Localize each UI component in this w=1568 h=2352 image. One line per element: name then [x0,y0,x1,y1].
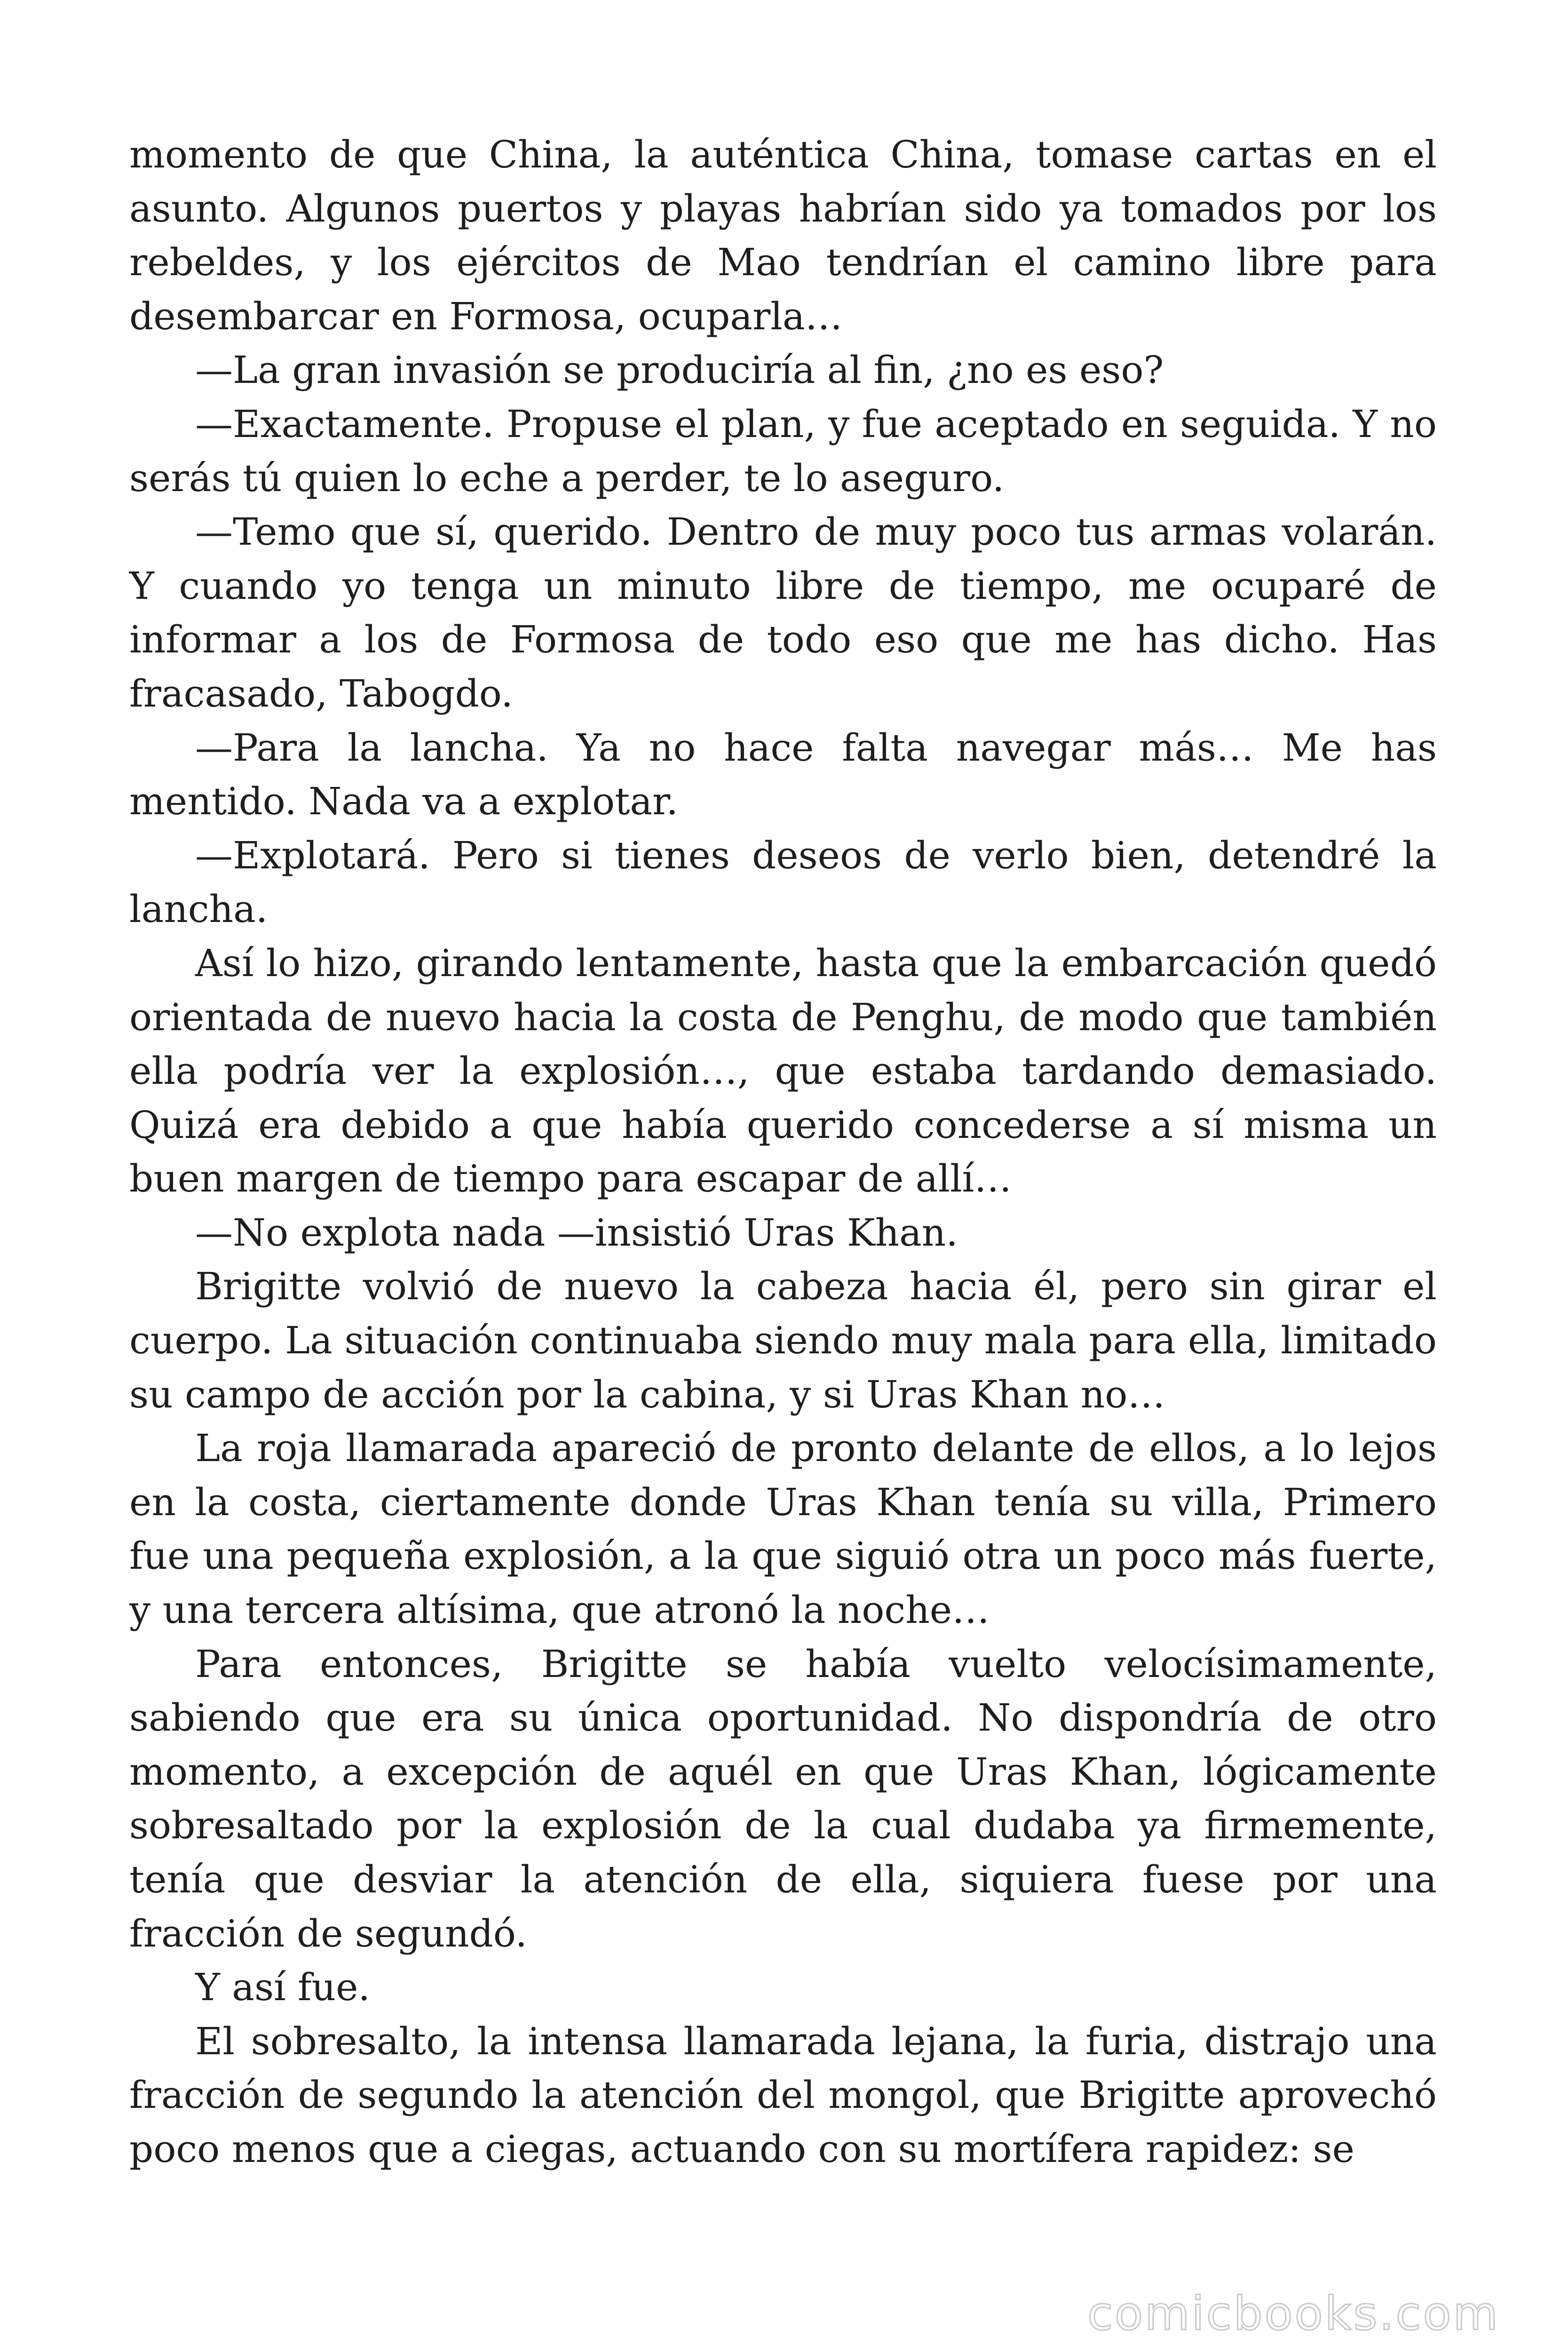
paragraph: Y así fue. [195,1965,370,2010]
paragraph: momento de que China, la auténtica China, tomase cartas en el asunto. Algunos puertos y playas habrían sido ya tomados por los rebeldes, y los ejércitos de Mao tendrían el camino libre para desembarcar en Formosa, ocuparla… [129,133,1437,338]
paragraph: —Temo que sí, querido. Dentro de muy poco tus armas volarán. Y cuando yo tenga un minuto libre de tiempo, me ocuparé de informar a los de Formosa de todo eso que me has dicho. Has fracasado, Tabogdo. [129,510,1437,715]
paragraph: El sobresalto, la intensa llamarada lejana, la furia, distrajo una fracción de segundo la atención del mongol, que Brigitte aprovechó poco menos que a ciegas, actuando con su mortífera rapidez: se [129,2019,1437,2171]
page-body [129,128,1437,2177]
paragraph: —No explota nada —insistió Uras Khan. [195,1210,958,1255]
paragraph: La roja llamarada apareció de pronto delante de ellos, a lo lejos en la costa, ciertamente donde Uras Khan tenía su villa, Primero fue una pequeña explosión, a la que siguió otra un poco más fuerte, y una tercera altísima, que atronó la noche… [129,1426,1437,1632]
paragraph: —Explotará. Pero si tienes deseos de verlo bien, detendré la lancha. [129,833,1437,931]
paragraph: —Para la lancha. Ya no hace falta navegar más… Me has mentido. Nada va a explotar. [129,725,1437,824]
paragraph: Así lo hizo, girando lentamente, hasta que la embarcación quedó orientada de nuevo hacia la costa de Penghu, de modo que también ella podría ver la explosión…, que estaba tardando demasiado. Quizá era debido a que había querido concederse a sí misma un buen margen de tiempo para escapar de allí… [129,941,1437,1201]
watermark: comicbooks.com [1087,2287,1500,2341]
paragraph: Para entonces, Brigitte se había vuelto velocísimamente, sabiendo que era su única oportunidad. No dispondría de otro momento, a excepción de aquél en que Uras Khan, lógicamente sobresaltado por la explosión de la cual dudaba ya firmemente, tenía que desviar la atención de ella, siquiera fuese por una fracción de segundó. [129,1642,1437,1955]
paragraph: —Exactamente. Propuse el plan, y fue aceptado en seguida. Y no serás tú quien lo eche a perder, te lo aseguro. [129,402,1437,500]
paragraph: —La gran invasión se produciría al fin, ¿no es eso? [195,348,1164,392]
paragraph: Brigitte volvió de nuevo la cabeza hacia él, pero sin girar el cuerpo. La situación continuaba siendo muy mala para ella, limitado su campo de acción por la cabina, y si Uras Khan no… [129,1264,1437,1416]
